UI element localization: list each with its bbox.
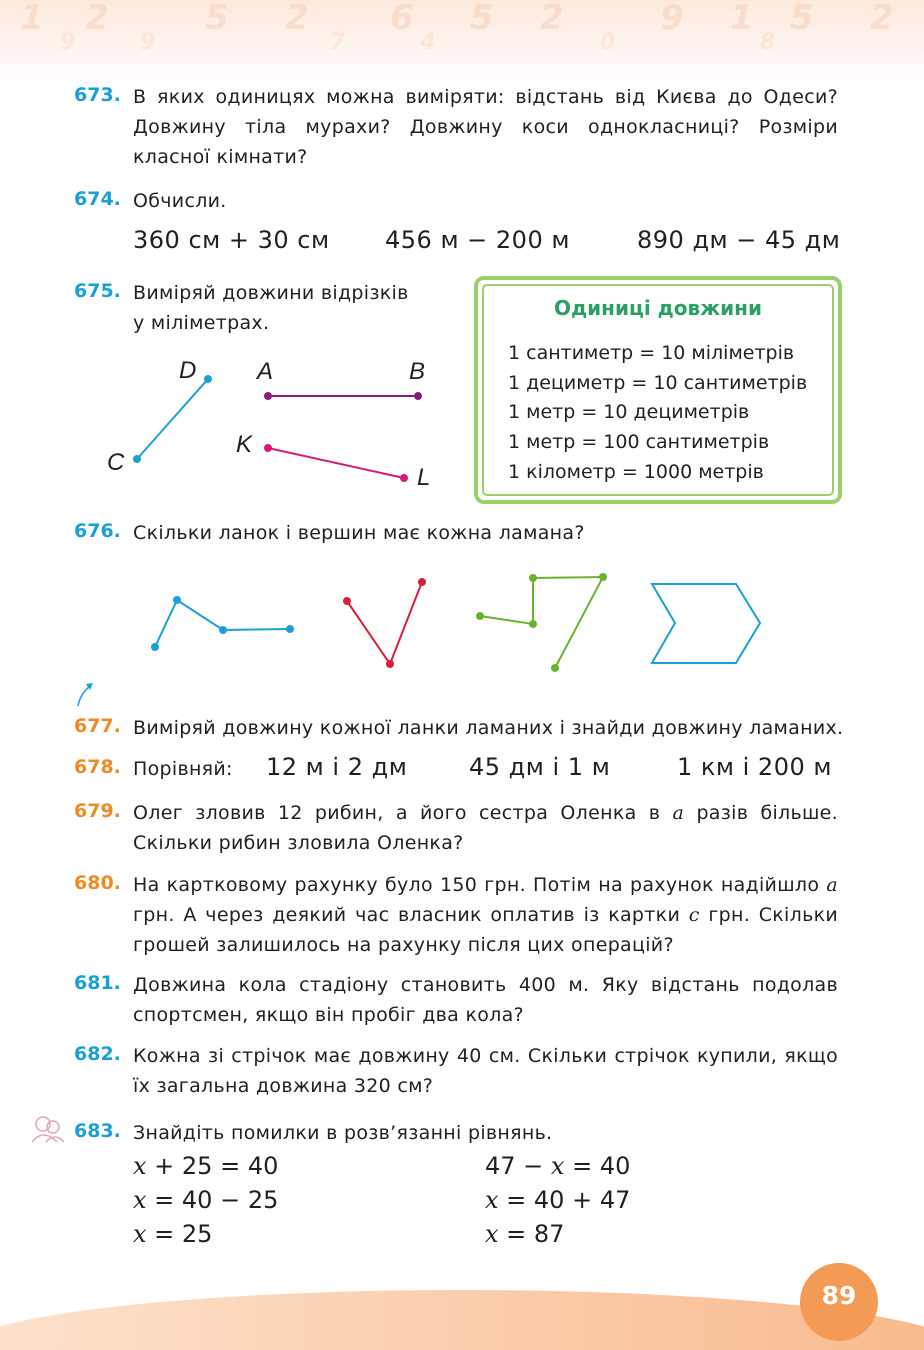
units-line-1: 1 сантиметр = 10 міліметрів	[508, 342, 795, 364]
segment-kl	[268, 448, 404, 478]
label-k: K	[236, 431, 253, 458]
label-a: A	[257, 358, 274, 385]
exercise-678-text: Порівняй:	[133, 758, 233, 780]
polyline-1	[155, 600, 290, 647]
expression-2: 456 м − 200 м	[385, 226, 570, 254]
label-l: L	[417, 464, 431, 491]
exercise-679-text: Олег зловив 12 рибин, а його сестра Оленка в a разів більше. Скільки рибин зловила Оленка?	[133, 802, 839, 854]
exercise-675-text-line1: Виміряй довжини відрізків	[133, 282, 409, 304]
exercise-681-text: Довжина кола стадіону становить 400 м. Яку відстань подолав спортсмен, якщо він пробіг два кола?	[133, 974, 838, 1026]
point-d	[204, 375, 212, 383]
exercise-673-number: 673.	[74, 84, 121, 106]
equation-right-1: 47 − x = 40	[485, 1152, 631, 1180]
compare-pair-2: 45 дм і 1 м	[469, 753, 611, 781]
label-c: C	[107, 449, 125, 476]
decorative-number-band: 1 2 9 5 2 7 6 5 2 0 9 1 5 2 9 4 8	[0, 0, 924, 78]
exercise-681-number: 681.	[74, 972, 121, 994]
exercise-674-text: Обчисли.	[133, 190, 227, 212]
label-d: D	[179, 357, 197, 384]
units-box-title: Одиниці довжини	[554, 296, 762, 320]
exercise-676-number: 676.	[74, 520, 121, 542]
exercise-680-text: На картковому рахунку було 150 грн. Потім на рахунок надійшло a грн. А через деякий час власник оплатив із картки c грн. Скільки грошей залишилось на рахунку після цих операцій?	[133, 874, 839, 956]
units-line-5: 1 кілометр = 1000 метрів	[508, 461, 764, 483]
units-line-2: 1 дециметр = 10 сантиметрів	[508, 372, 808, 394]
point-a	[264, 392, 272, 400]
exercise-683-text: Знайдіть помилки в розв’язанні рівнянь.	[133, 1122, 553, 1144]
exercise-677-text: Виміряй довжину кожної ланки ламаних і знайди довжину ламаних.	[133, 717, 844, 739]
compare-pair-1: 12 м і 2 дм	[266, 753, 408, 781]
equation-left-3: x = 25	[133, 1220, 213, 1248]
equation-left-2: x = 40 − 25	[133, 1186, 279, 1214]
units-line-4: 1 метр = 100 сантиметрів	[508, 431, 770, 453]
pair-work-icon	[32, 1117, 64, 1142]
closed-polyline-chevron	[652, 584, 760, 663]
point-l	[400, 474, 408, 482]
segment-cd	[137, 379, 208, 459]
compare-pair-3: 1 км і 200 м	[677, 753, 832, 781]
point-c	[133, 455, 141, 463]
expression-3: 890 дм − 45 дм	[637, 226, 841, 254]
units-line-3: 1 метр = 10 дециметрів	[508, 401, 750, 423]
exercise-683-number: 683.	[74, 1120, 121, 1142]
exercise-679-number: 679.	[74, 800, 121, 822]
equation-left-1: x + 25 = 40	[133, 1152, 279, 1180]
exercise-677-number: 677.	[74, 715, 121, 737]
exercise-682-text: Кожна зі стрічок має довжину 40 см. Скільки стрічок купили, якщо їх загальна довжина 320 см?	[133, 1045, 838, 1097]
exercise-674-number: 674.	[74, 188, 121, 210]
page-number: 89	[800, 1263, 878, 1341]
polyline-2	[347, 582, 422, 664]
expression-1: 360 см + 30 см	[133, 226, 330, 254]
exercise-675-text-line2: у міліметрах.	[133, 312, 270, 334]
point-b	[414, 392, 422, 400]
exercise-680-number: 680.	[74, 872, 121, 894]
exercise-673-text: В яких одиницях можна виміряти: відстань від Києва до Одеси? Довжину тіла мурахи? Довжину коси однокласниці? Розміри класної кімнати?	[133, 86, 838, 168]
units-of-length-box	[474, 276, 842, 504]
equation-right-3: x = 87	[485, 1220, 565, 1248]
polyline-3	[480, 577, 603, 668]
point-k	[264, 444, 272, 452]
exercise-676-text: Скільки ланок і вершин має кожна ламана?	[133, 522, 585, 544]
exercise-682-number: 682.	[74, 1043, 121, 1065]
exercise-675-number: 675.	[74, 280, 121, 302]
exercise-678-number: 678.	[74, 756, 121, 778]
equation-right-2: x = 40 + 47	[485, 1186, 631, 1214]
label-b: B	[409, 358, 426, 385]
